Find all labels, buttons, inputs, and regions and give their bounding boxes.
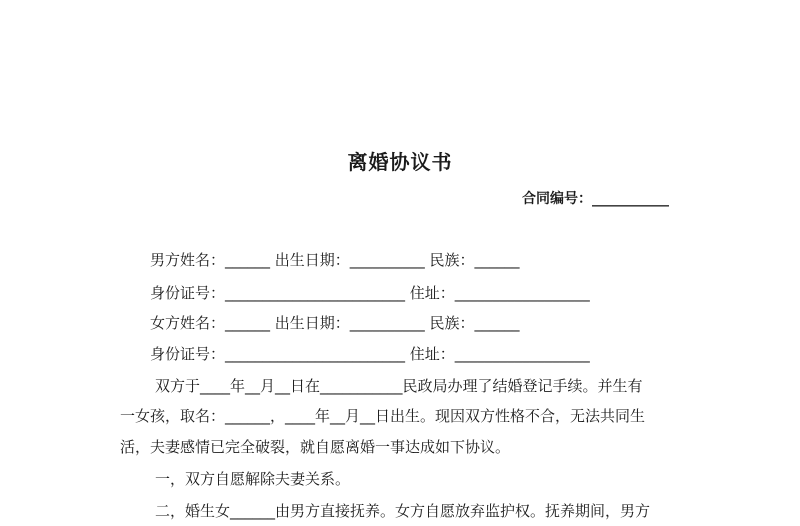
clause-2: 二，婚生女______由男方直接抚养。女方自愿放弃监护权。抚养期间，男方 bbox=[155, 502, 651, 520]
female-id-line: 身份证号：________________________ 住址：__________________ bbox=[150, 345, 590, 363]
document-title: 离婚协议书 bbox=[347, 150, 453, 174]
body-line: 活，夫妻感情已完全破裂，就自愿离婚一事达成如下协议。 bbox=[120, 438, 511, 456]
female-info-line: 女方姓名：______ 出生日期：__________ 民族：______ bbox=[150, 314, 520, 332]
male-info-line: 男方姓名：______ 出生日期：__________ 民族：______ bbox=[150, 251, 520, 269]
contract-number: 合同编号：___________ bbox=[522, 191, 669, 207]
clause-1: 一，双方自愿解除夫妻关系。 bbox=[155, 470, 351, 488]
male-id-line: 身份证号：________________________ 住址：__________________ bbox=[150, 284, 590, 302]
body-line: 一女孩，取名：______，____年__月__日出生。现因双方性格不合，无法共同生 bbox=[120, 407, 646, 425]
body-line: 双方于____年__月__日在___________民政局办理了结婚登记手续。并生有 bbox=[155, 377, 643, 395]
